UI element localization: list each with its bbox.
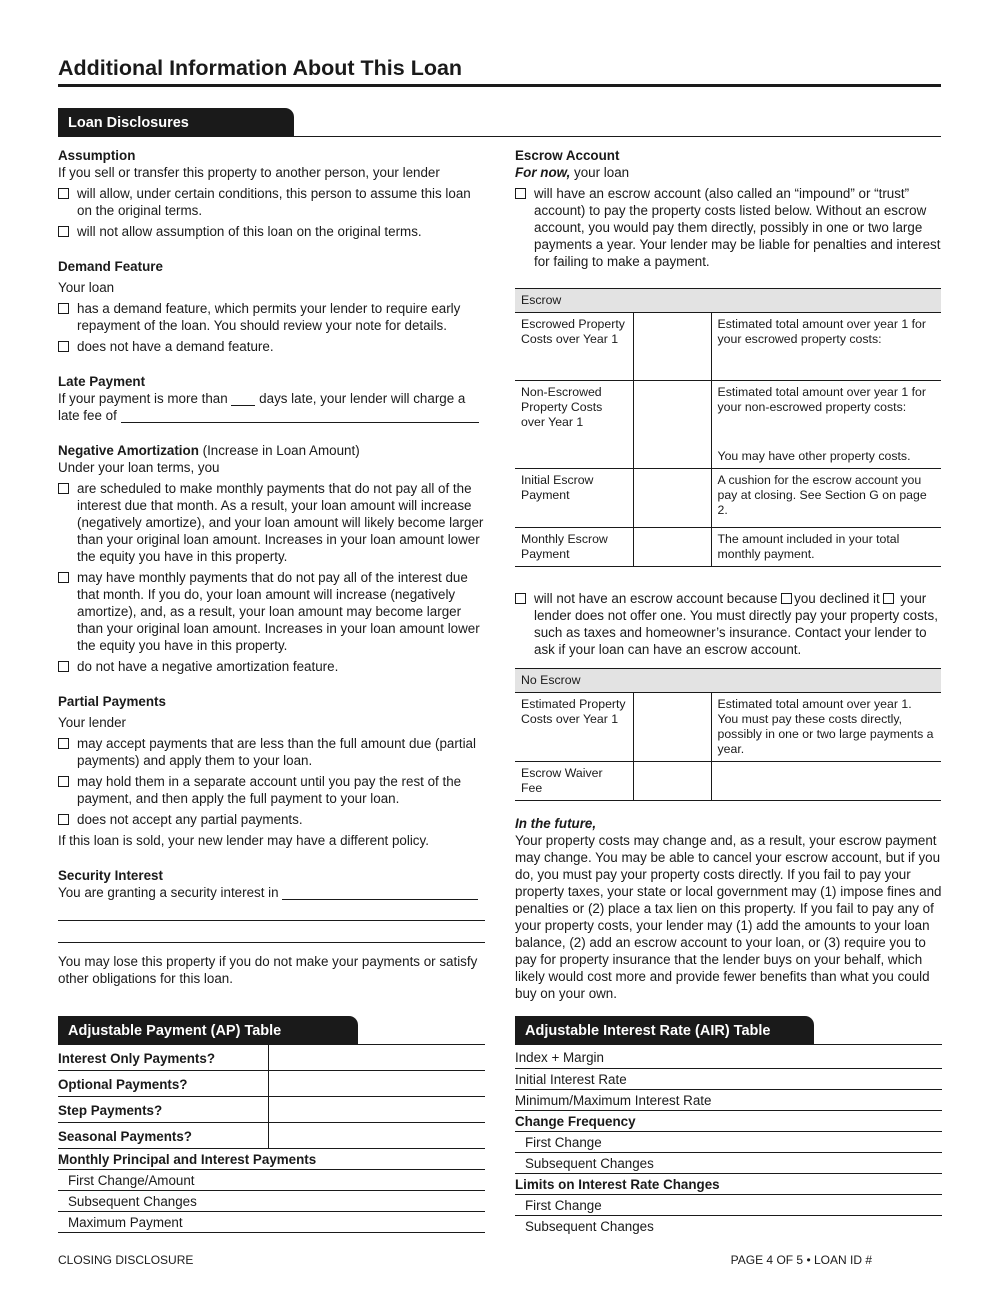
air-table-tab: Adjustable Interest Rate (AIR) Table	[515, 1016, 814, 1045]
no-escrow-value-cell[interactable]	[633, 693, 711, 762]
table-row: Optional Payments?	[58, 1071, 485, 1097]
checkbox[interactable]	[58, 814, 69, 825]
table-row: Subsequent Changes	[515, 1153, 942, 1174]
negam-option-may[interactable]: may have monthly payments that do not pay all of the interest due that month. If you do, your loan amount will increase (negatively amortize), and, as a result, your loan amount may become larger than your original loan amount. Increases in your loan amount lower the equity you have in this property.	[58, 569, 485, 654]
declined-checkbox[interactable]	[781, 593, 792, 604]
lender-not-offer-checkbox[interactable]	[883, 593, 894, 604]
security-text: You are granting a security interest in	[58, 884, 485, 901]
table-row: Subsequent Changes	[525, 1219, 654, 1234]
loan-disclosures-left	[58, 147, 485, 987]
future-heading: In the future,	[515, 816, 597, 831]
escrow-value-cell[interactable]	[633, 528, 711, 567]
checkbox[interactable]	[58, 188, 69, 199]
table-row: Escrow Waiver Fee	[515, 762, 941, 801]
table-row: Subsequent Changes	[58, 1191, 485, 1212]
ap-table	[58, 1044, 485, 1233]
table-row: Initial Escrow Payment A cushion for the escrow account you pay at closing. See Section G on page 2.	[515, 469, 941, 528]
checkbox[interactable]	[58, 572, 69, 583]
table-row: Limits on Interest Rate Changes	[515, 1174, 942, 1195]
page-title: Additional Information About This Loan	[58, 55, 941, 87]
checkbox[interactable]	[515, 188, 526, 199]
demand-option-not[interactable]: does not have a demand feature.	[58, 338, 485, 355]
security-interest-field[interactable]	[282, 887, 478, 900]
escrow-value-cell[interactable]	[633, 469, 711, 528]
table-row: Non-Escrowed Property Costs over Year 1 Estimated total amount over year 1 for your non-escrowed property costs: You may have other property costs.	[515, 381, 941, 469]
no-escrow-value-cell[interactable]	[633, 762, 711, 801]
partial-option-none[interactable]: does not accept any partial payments.	[58, 811, 485, 828]
table-row: Monthly Principal and Interest Payments	[58, 1149, 485, 1170]
table-row: Change Frequency	[515, 1111, 942, 1132]
table-row: First Change/Amount	[58, 1170, 485, 1191]
escrow-table-header: Escrow	[515, 289, 941, 313]
escrow-table	[515, 288, 941, 567]
table-row: Seasonal Payments?	[58, 1123, 485, 1149]
assumption-heading: Assumption	[58, 148, 136, 163]
partial-intro: Your lender	[58, 715, 126, 730]
demand-option-has[interactable]: has a demand feature, which permits your lender to require early repayment of the loan. You should review your note for details.	[58, 300, 485, 334]
escrow-account-section	[515, 147, 942, 1002]
table-row: Maximum Payment	[58, 1212, 485, 1233]
late-heading: Late Payment	[58, 374, 146, 389]
no-escrow-table-header: No Escrow	[515, 669, 941, 693]
assumption-intro: If you sell or transfer this property to another person, your lender	[58, 165, 440, 180]
table-row: Escrowed Property Costs over Year 1 Estimated total amount over year 1 for your escrowed property costs:	[515, 313, 941, 381]
demand-heading: Demand Feature	[58, 259, 163, 274]
table-row: Index + Margin	[515, 1045, 942, 1069]
footer-right: PAGE 4 OF 5 • LOAN ID #	[730, 1253, 872, 1267]
table-row: Interest Only Payments?	[58, 1045, 485, 1071]
security-heading: Security Interest	[58, 868, 163, 883]
partial-option-accept[interactable]: may accept payments that are less than the full amount due (partial payments) and apply them to your loan.	[58, 735, 485, 769]
escrow-option-will-not-have[interactable]: will not have an escrow account because you declined it your lender does not offer one. You must directly pay your property costs, such as taxes and homeowner’s insurance. Contact your lender to ask if your loan can have an escrow account.	[515, 590, 942, 658]
future-text: Your property costs may change and, as a result, your escrow payment may change. You may be able to cancel your escrow account, but if you do, you must pay your property costs directly. If you fail to pay your property taxes, your state or local government may (1) impose fines and penalties or (2) place a tax lien on this property. If you fail to pay any of your property costs, your lender may (1) add the amounts to your loan balance, (2) add an escrow account to your loan, or (3) require you to pay for property insurance that the lender buys on your behalf, which likely would cost more and provide fewer benefits than what you could buy on your own.	[515, 833, 942, 1001]
checkbox[interactable]	[58, 303, 69, 314]
table-row: Initial Interest Rate	[515, 1069, 942, 1090]
partial-note: If this loan is sold, your new lender may have a different policy.	[58, 833, 429, 848]
partial-heading: Partial Payments	[58, 694, 166, 709]
section-divider	[58, 136, 941, 137]
security-interest-line[interactable]	[58, 901, 485, 921]
table-row: Estimated Property Costs over Year 1 Estimated total amount over year 1. You must pay these costs directly, possibly in one or two large payments a year.	[515, 693, 941, 762]
table-row: Monthly Escrow Payment The amount included in your total monthly payment.	[515, 528, 941, 567]
negam-intro: Under your loan terms, you	[58, 460, 220, 475]
checkbox[interactable]	[515, 593, 526, 604]
loan-disclosures-tab: Loan Disclosures	[58, 108, 294, 137]
late-days-field[interactable]	[231, 393, 255, 406]
no-escrow-table	[515, 668, 941, 801]
negam-option-scheduled[interactable]: are scheduled to make monthly payments that do not pay all of the interest due that month. As a result, your loan amount will increase (negatively amortize), and your loan amount will likely become larger than your original loan amount. Increases in your loan amount lower the equity you have in this property.	[58, 480, 485, 565]
checkbox[interactable]	[58, 226, 69, 237]
table-row: Minimum/Maximum Interest Rate	[515, 1090, 942, 1111]
late-fee-line: late fee of	[58, 407, 485, 424]
checkbox[interactable]	[58, 483, 69, 494]
negam-option-none[interactable]: do not have a negative amortization feature.	[58, 658, 485, 675]
checkbox[interactable]	[58, 341, 69, 352]
checkbox[interactable]	[58, 661, 69, 672]
late-fee-field[interactable]	[121, 410, 479, 423]
air-table	[515, 1044, 942, 1237]
late-text: If your payment is more than days late, your lender will charge a	[58, 391, 466, 406]
ap-table-tab: Adjustable Payment (AP) Table	[58, 1016, 358, 1045]
escrow-value-cell[interactable]	[633, 381, 711, 469]
assumption-option-not-allow[interactable]: will not allow assumption of this loan on the original terms.	[58, 223, 485, 240]
table-row: First Change	[515, 1132, 942, 1153]
negam-heading: Negative Amortization (Increase in Loan Amount)	[58, 443, 360, 458]
security-warning: You may lose this property if you do not make your payments or satisfy other obligations for this loan.	[58, 954, 478, 986]
escrow-intro: For now, your loan	[515, 165, 630, 180]
security-interest-line[interactable]	[58, 921, 485, 943]
escrow-heading: Escrow Account	[515, 148, 620, 163]
demand-intro: Your loan	[58, 280, 115, 295]
checkbox[interactable]	[58, 738, 69, 749]
checkbox[interactable]	[58, 776, 69, 787]
assumption-option-allow[interactable]: will allow, under certain conditions, this person to assume this loan on the original terms.	[58, 185, 485, 219]
table-row: Step Payments?	[58, 1097, 485, 1123]
escrow-value-cell[interactable]	[633, 313, 711, 381]
footer-left: CLOSING DISCLOSURE	[58, 1253, 194, 1267]
partial-option-hold[interactable]: may hold them in a separate account until you pay the rest of the payment, and then apply the full payment to your loan.	[58, 773, 485, 807]
escrow-option-will-have[interactable]: will have an escrow account (also called an “impound” or “trust” account) to pay the property costs listed below. Without an escrow account, you would pay them directly, possibly in one or two large payments a year. Your lender may be liable for penalties and interest for failing to make a payment.	[515, 185, 942, 270]
table-row: First Change	[515, 1195, 942, 1216]
